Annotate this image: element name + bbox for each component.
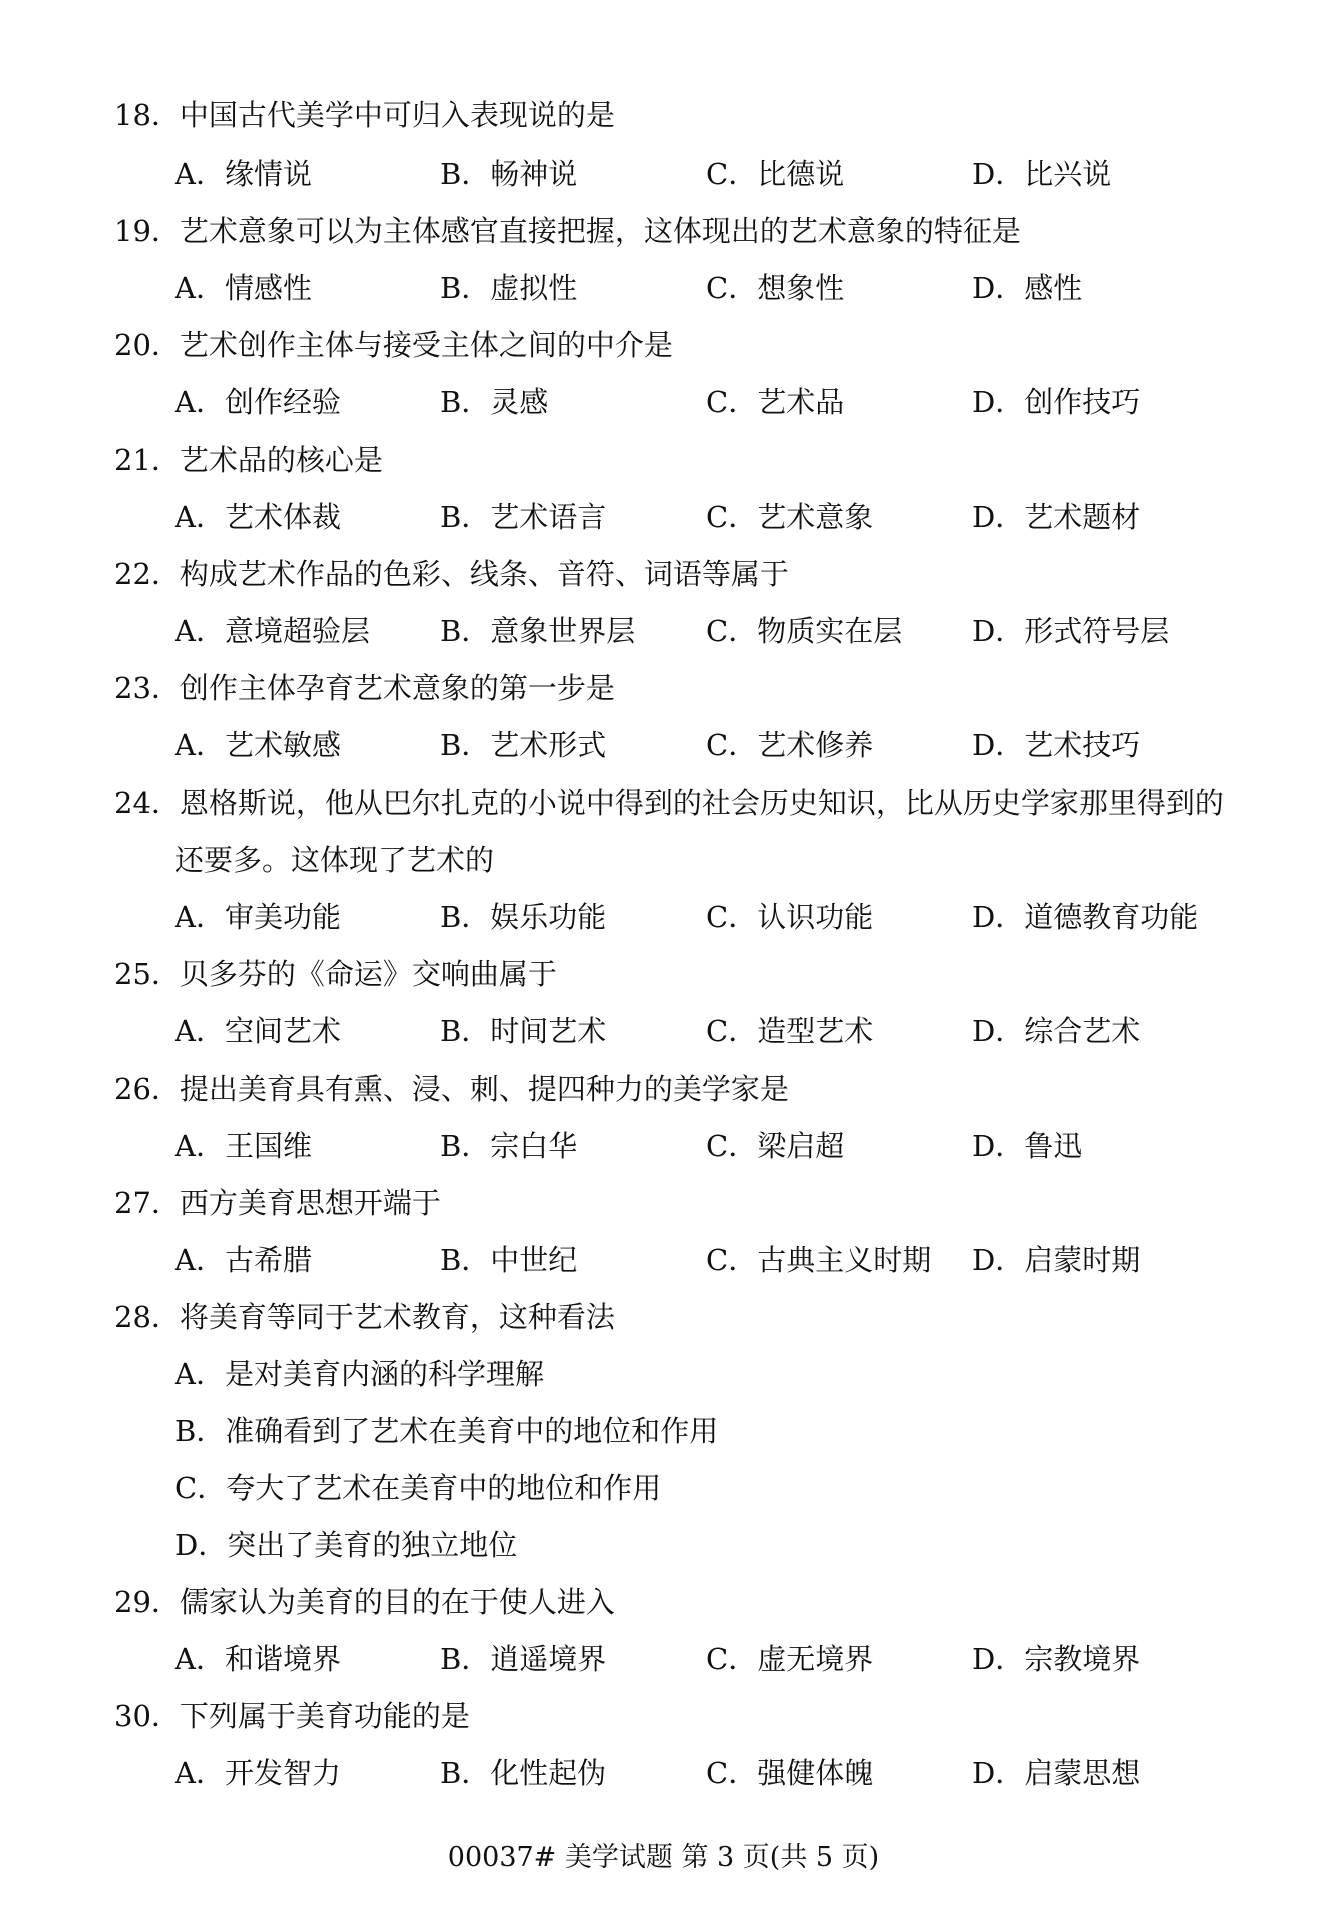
option-d: D．比兴说 [972, 157, 1112, 191]
option-d: D．艺术题材 [972, 500, 1141, 534]
question-stem: 21．艺术品的核心是 [114, 443, 383, 477]
question-stem: 26．提出美育具有熏、浸、刺、提四种力的美学家是 [114, 1072, 789, 1106]
option-b: B．中世纪 [440, 1243, 578, 1277]
option-b: B．时间艺术 [440, 1014, 607, 1048]
option-a: A．开发智力 [175, 1756, 341, 1790]
question-stem: 22．构成艺术作品的色彩、线条、音符、词语等属于 [114, 557, 789, 591]
option-d: D．感性 [972, 271, 1083, 305]
option-b: B．逍遥境界 [440, 1642, 607, 1676]
question-stem: 27．西方美育思想开端于 [114, 1186, 441, 1220]
option-c: C．认识功能 [706, 900, 874, 934]
option-d: D．形式符号层 [972, 614, 1170, 648]
option-d: D．宗教境界 [972, 1642, 1141, 1676]
option-b: B．畅神说 [440, 157, 578, 191]
option-a: A．情感性 [175, 271, 312, 305]
option-c: C．夸大了艺术在美育中的地位和作用 [175, 1471, 662, 1505]
option-b: B．艺术形式 [440, 728, 607, 762]
option-a: A．古希腊 [175, 1243, 312, 1277]
option-a: A．创作经验 [175, 385, 341, 419]
page-footer: 00037# 美学试题 第 3 页(共 5 页) [447, 1842, 880, 1873]
option-b: B．灵感 [440, 385, 549, 419]
option-d: D．突出了美育的独立地位 [175, 1528, 518, 1562]
question-stem: 30．下列属于美育功能的是 [114, 1699, 470, 1733]
question-stem: 25．贝多芬的《命运》交响曲属于 [114, 957, 557, 991]
option-c: C．想象性 [706, 271, 845, 305]
option-b: B．意象世界层 [440, 614, 636, 648]
option-a: A．审美功能 [175, 900, 341, 934]
option-a: A．空间艺术 [175, 1014, 341, 1048]
option-b: B．娱乐功能 [440, 900, 607, 934]
option-a: A．意境超验层 [175, 614, 370, 648]
option-c: C．艺术修养 [706, 728, 874, 762]
option-d: D．综合艺术 [972, 1014, 1141, 1048]
question-stem-continued: 还要多。这体现了艺术的 [175, 843, 495, 877]
question-stem: 23．创作主体孕育艺术意象的第一步是 [114, 671, 615, 705]
option-b: B．化性起伪 [440, 1756, 607, 1790]
option-c: C．古典主义时期 [706, 1243, 932, 1277]
option-c: C．梁启超 [706, 1129, 845, 1163]
option-d: D．创作技巧 [972, 385, 1141, 419]
option-c: C．强健体魄 [706, 1756, 874, 1790]
option-a: A．是对美育内涵的科学理解 [175, 1357, 544, 1391]
option-c: C．艺术品 [706, 385, 845, 419]
option-a: A．和谐境界 [175, 1642, 341, 1676]
option-d: D．道德教育功能 [972, 900, 1199, 934]
option-b: B．艺术语言 [440, 500, 607, 534]
option-b: B．宗白华 [440, 1129, 578, 1163]
option-a: A．艺术体裁 [175, 500, 341, 534]
option-c: C．比德说 [706, 157, 845, 191]
question-stem: 18．中国古代美学中可归入表现说的是 [114, 98, 615, 132]
option-d: D．启蒙时期 [972, 1243, 1141, 1277]
option-a: A．缘情说 [175, 157, 312, 191]
option-c: C．艺术意象 [706, 500, 874, 534]
option-d: D．鲁迅 [972, 1129, 1083, 1163]
option-d: D．艺术技巧 [972, 728, 1141, 762]
option-b: B．准确看到了艺术在美育中的地位和作用 [175, 1414, 719, 1448]
option-d: D．启蒙思想 [972, 1756, 1141, 1790]
option-a: A．艺术敏感 [175, 728, 341, 762]
question-stem: 29．儒家认为美育的目的在于使人进入 [114, 1585, 615, 1619]
option-c: C．造型艺术 [706, 1014, 874, 1048]
option-a: A．王国维 [175, 1129, 312, 1163]
question-stem: 19．艺术意象可以为主体感官直接把握，这体现出的艺术意象的特征是 [114, 214, 1021, 248]
question-stem: 24．恩格斯说，他从巴尔扎克的小说中得到的社会历史知识，比从历史学家那里得到的 [114, 786, 1224, 820]
question-stem: 28．将美育等同于艺术教育，这种看法 [114, 1300, 615, 1334]
option-c: C．物质实在层 [706, 614, 903, 648]
question-stem: 20．艺术创作主体与接受主体之间的中介是 [114, 328, 673, 362]
option-c: C．虚无境界 [706, 1642, 874, 1676]
option-b: B．虚拟性 [440, 271, 578, 305]
